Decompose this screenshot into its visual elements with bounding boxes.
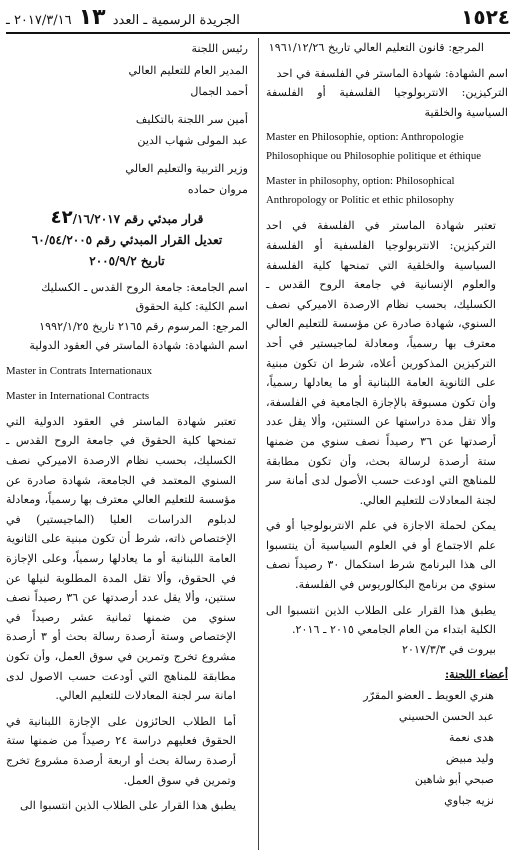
issue-number: ١٣ [78, 4, 106, 30]
reference-line: المرجع: قانون التعليم العالي تاريخ ١٩٦١/١٢/٢٦ [268, 41, 484, 54]
signature-line: وزير التربية والتعليم العالي [125, 161, 248, 175]
gazette-title [6, 5, 240, 30]
certificate-tracks: التركيزين: الانتربولوجيا الفلسفية أو الفلسفة السياسية والخلقية [266, 86, 508, 119]
signature-block [6, 38, 248, 201]
university-name: اسم الجامعة: جامعة الروح القدس ـ الكسليك [41, 280, 248, 294]
signature-line: عبد المولى شهاب الدين [137, 134, 248, 147]
member-name: نزيه جباوي [444, 794, 494, 808]
header-rule [6, 32, 510, 34]
certificate-name: اسم الشهادة: شهادة الماستر في العقود الدولية [29, 339, 248, 353]
member-name: عبد الحسن الحسيني [398, 710, 494, 724]
signature-line: أمين سر اللجنة بالتكليف [135, 112, 248, 126]
certificate-name: اسم الشهادة: شهادة الماستر في الفلسفة في احد [276, 66, 508, 80]
member-name: صبحي أبو شاهين [414, 773, 494, 787]
application-paragraph: يطبق هذا القرار على الطلاب الذين انتسبوا الى [20, 799, 236, 813]
column-divider [258, 38, 259, 850]
english-title: Master in International Contracts [6, 389, 150, 402]
gazette-name: الجريدة الرسمية ـ العدد [112, 12, 240, 28]
reference-line: المرجع: المرسوم رقم ٢١٦٥ تاريخ ١٩٩٢/١/٢٥ [39, 319, 248, 333]
license-holders-paragraph: يمكن لحملة الاجازة في علم الانتربولوجيا أو في علم الاجتماع أو في العلوم السياسية أن ينتسبوا الى هذا البرنامج شرط استكمال ٣٠ رصيداً نصف سنوي من برنامج البكالوريوس في الفلسفة. [266, 519, 496, 592]
place-date: بيروت في ٢٠١٧/٣/٣ [402, 642, 496, 656]
decision-label: قرار مبدئي رقم [124, 211, 204, 226]
licensed-students-paragraph: أما الطلاب الحائزون على الإجازة اللبنانية في الحقوق فعليهم دراسة ٢٤ رصيداً من ضمنها ستة أرصدة رسالة بحث أو اربعة أرصدة مشروع تخرج وتمرين في سوق العمل. [6, 714, 236, 787]
equivalence-paragraph: تعتبر شهادة الماستر في العقود الدولية التي تمنحها كلية الحقوق في جامعة الروح القدس ـ الكسليك، بحسب نظام الارصدة الاميركي نصف السنوي المعتمد في الجامعة، شهادة صادرة عن مؤسسة للتعليم العالي معترف بها رسمياً، ومعادلة لدبلوم الدراسات العليا (الماجيستير) في الإختصاص ذاته، شرط أن تكون مبنية على الثانوية العامة اللبنانية أو ما يعادلها رسمياً، وعلى الإجازة في الحقوق، وألا تقل المدة المطلوبة لنيلها عن سنتين، وألا يقل عدد أرصدتها عن ٣٦ رصيداً نصف سنوي من ضمنها ثمانية عشر رصيداً في الإختصاص وستة أرصدة رسالة بحث أو ٣ أرصدة مشروع تخرج وتمرين في سوق العمل، وأن تكون مطابقة للمناهج التي أودعت حسب الاصول لدى امانة سر لجنة المعادلات للتعليم العالي. [6, 414, 236, 703]
signature-line: أحمد الجمال [190, 85, 248, 98]
signature-line: المدير العام للتعليم العالي [128, 63, 248, 77]
application-paragraph: يطبق هذا القرار على الطلاب الذين انتسبوا الى الكلية ابتداء من العام الجامعي ٢٠١٥ ـ ٢٠١٦. [266, 603, 496, 637]
right-column [266, 38, 508, 811]
signature-line: مروان حماده [187, 183, 248, 196]
left-column [6, 38, 248, 816]
english-title: Master in philosophy, option: Philosophical Anthropology or Politic et ethic philosophy [266, 175, 455, 207]
decision-title [6, 207, 248, 230]
member-name: وليد مبيض [445, 752, 494, 766]
french-title: Master in Contrats Internationaux [6, 364, 153, 377]
faculty-name: اسم الكلية: كلية الحقوق [135, 300, 248, 314]
french-title: Master en Philosophie, option: Anthropologie Philosophique ou Philosophie politique et éthique [266, 131, 482, 163]
members-heading: أعضاء اللجنة: [445, 667, 508, 682]
decision-number: ٤٢ [50, 206, 73, 228]
page-header [6, 4, 510, 30]
member-name: هدى نعمة [448, 731, 494, 745]
amendment-date: تاريخ ٢٠٠٥/٩/٢ [89, 253, 165, 268]
signature-line: رئيس اللجنة [191, 42, 248, 55]
page-number: ١٥٢٤ [461, 5, 510, 29]
member-name: هنري العويط ـ العضو المقرّر [363, 689, 494, 703]
issue-date: ٢٠١٧/٣/١٦ ـ [6, 12, 72, 28]
member-list [266, 685, 508, 811]
decision-suffix: /١٦/٢٠١٧ [72, 211, 121, 226]
amendment-title: تعديل القرار المبدئي رقم ٦٠/٥٤/٢٠٠٥ [31, 232, 223, 247]
equivalence-paragraph: تعتبر شهادة الماستر في الفلسفة في احد التركيزين: الانتربولوجيا الفلسفية أو الفلسفة السياسية والخلقية التي تمنحها كلية الفلسفة والعلوم الإنسانية في جامعة الروح القدس ـ الكسليك، بحسب نظام الارصدة الاميركي نصف السنوي، شهادة صادرة عن مؤسسة للتعليم العالي معترف بها رسمياً، ومعادلة لماجيستير في أحد التركيزين المذكورين أعلاه، شرط ان تكون مبنية على الثانوية العامة اللبنانية أو ما يعادلها رسمياً، وأن تكون مسبوقة بالإجازة الجامعية في الفلسفة، وألا تقل مدة دراستها عن السنتين، وألا يقل عدد أرصدتها عن ٣٦ رصيداً نصف سنوي من ضمنها ستة أرصدة لرسالة بحث، وأن تكون مطابقة للمناهج التي اودعت حسب الأصول لدى أمانة سر لجنة المعادلات للتعليم العالي. [266, 219, 496, 507]
